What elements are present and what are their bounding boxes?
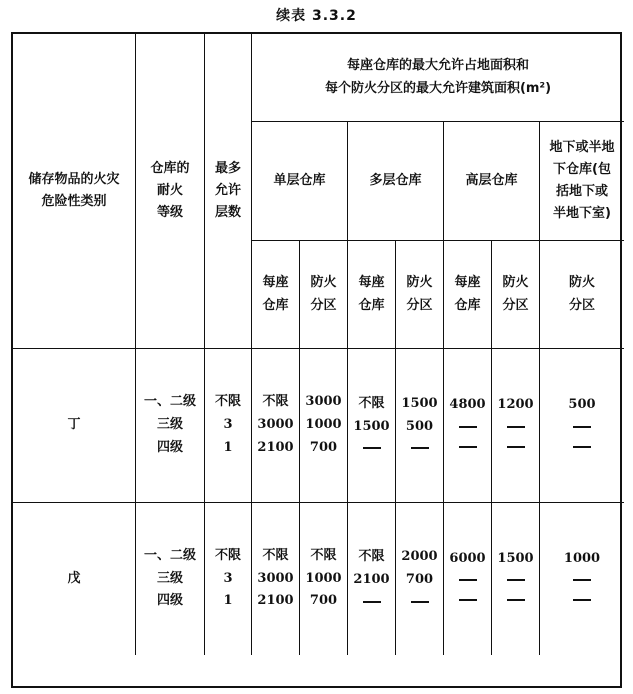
- cell-value: 3000: [257, 570, 294, 586]
- cell-value: 四级: [156, 593, 183, 609]
- cell-value: 不限: [262, 547, 289, 563]
- cell-value: 3: [223, 417, 233, 433]
- cell-value: 1500: [401, 395, 438, 411]
- cell-value: 6000: [449, 550, 486, 566]
- table-cell-category: [13, 503, 136, 655]
- header-sub-line: 仓库: [358, 297, 385, 313]
- table-cell-single-zone: [300, 503, 348, 655]
- category-label: 丁: [67, 417, 81, 433]
- cell-value: 1000: [563, 550, 601, 566]
- table-cell-high-zone: [492, 349, 540, 503]
- table-cell-single-per: [252, 503, 300, 655]
- header-area-line: 每个防火分区的最大允许建筑面积(m²): [324, 80, 552, 96]
- fire-area-table: [11, 32, 622, 688]
- header-area-line: 每座仓库的最大允许占地面积和: [346, 58, 529, 74]
- dash-mark: [507, 599, 525, 601]
- header-grade-line: 耐火: [156, 182, 183, 198]
- header-sub-line: 分区: [406, 297, 433, 313]
- cell-value: 1000: [305, 417, 342, 433]
- header-underground-line: 半地下室): [553, 206, 611, 222]
- dash-mark: [411, 447, 429, 449]
- header-fire-zone: [540, 241, 624, 349]
- dash-mark: [411, 601, 429, 603]
- cell-value: 500: [568, 397, 596, 413]
- table-cell-category: [13, 349, 136, 503]
- header-fire-resistance-grade: [136, 34, 205, 349]
- cell-value: 500: [405, 418, 434, 434]
- header-sub-line: 分区: [502, 297, 529, 313]
- cell-value: 一、二级: [143, 394, 196, 410]
- cell-value: 三级: [156, 417, 183, 433]
- dash-mark: [459, 579, 477, 581]
- header-underground-line: 地下或半地: [549, 139, 615, 155]
- cell-value: 3000: [305, 394, 342, 410]
- cell-value: 700: [309, 439, 338, 455]
- cell-value: 700: [309, 593, 338, 609]
- dash-mark: [573, 579, 591, 581]
- header-grade-line: 等级: [156, 205, 183, 221]
- cell-value: 1000: [305, 570, 342, 586]
- header-category: [13, 34, 136, 349]
- cell-value: 不限: [310, 547, 337, 563]
- table-cell-floors: [205, 503, 252, 655]
- cell-value: 2100: [353, 572, 390, 587]
- cell-value: 1: [223, 593, 233, 609]
- header-category-line: 危险性类别: [41, 194, 107, 209]
- header-max-floors: [205, 34, 252, 349]
- header-grade-line: 仓库的: [150, 160, 190, 176]
- dash-mark: [573, 426, 591, 428]
- table-cell-multi-zone: [396, 349, 444, 503]
- header-sub-line: 仓库: [262, 297, 289, 313]
- cell-value: 一、二级: [143, 547, 196, 563]
- table-cell-high-per: [444, 503, 492, 655]
- header-underground: [540, 122, 624, 241]
- cell-value: 不限: [214, 547, 241, 563]
- cell-value: 1500: [353, 418, 390, 434]
- header-floors-line: 允许: [214, 182, 241, 198]
- dash-mark: [507, 446, 525, 448]
- header-underground-line: 下仓库(包: [553, 161, 611, 177]
- cell-value: 3000: [257, 417, 294, 433]
- table-cell-single-per: [252, 349, 300, 503]
- table-cell-multi-per: [348, 503, 396, 655]
- cell-value: 不限: [358, 549, 385, 565]
- header-fire-zone: [300, 241, 348, 349]
- header-floors-line: 层数: [214, 205, 241, 221]
- cell-value: 不限: [214, 394, 241, 410]
- header-sub-line: 每座: [454, 275, 481, 291]
- table-cell-high-zone: [492, 503, 540, 655]
- cell-value: 不限: [262, 394, 289, 410]
- cell-value: 四级: [156, 439, 183, 455]
- header-sub-line: 防火: [310, 275, 337, 291]
- header-sub-line: 仓库: [454, 297, 481, 313]
- table-title: 续表 3.3.2: [276, 8, 357, 24]
- header-fire-zone: [396, 241, 444, 349]
- table-cell-grades: [136, 503, 205, 655]
- header-high-rise: 高层仓库: [444, 122, 540, 241]
- header-per-warehouse: [444, 241, 492, 349]
- dash-mark: [573, 599, 591, 601]
- table-cell-grades: [136, 349, 205, 503]
- header-per-warehouse: [348, 241, 396, 349]
- cell-value: 1200: [497, 397, 534, 413]
- header-single-storey: 单层仓库: [252, 122, 348, 241]
- header-sub-line: 每座: [262, 275, 289, 291]
- cell-value: 3: [223, 570, 233, 586]
- dash-mark: [507, 426, 525, 428]
- header-floors-line: 最多: [214, 160, 241, 176]
- header-fire-zone: [492, 241, 540, 349]
- header-multi-storey: 多层仓库: [348, 122, 444, 241]
- cell-value: 1500: [497, 550, 534, 566]
- header-sub-line: 防火: [568, 275, 595, 291]
- dash-mark: [573, 446, 591, 448]
- header-sub-line: 分区: [310, 297, 337, 313]
- dash-mark: [459, 426, 477, 428]
- header-area: [252, 34, 624, 122]
- dash-mark: [363, 447, 381, 449]
- cell-value: 2100: [257, 439, 294, 455]
- table-cell-floors: [205, 349, 252, 503]
- table-cell-under-zone: [540, 349, 624, 503]
- cell-value: 2000: [401, 549, 438, 565]
- cell-value: 不限: [358, 395, 385, 411]
- header-sub-line: 每座: [358, 275, 385, 291]
- cell-value: 三级: [156, 570, 183, 586]
- header-sub-line: 防火: [406, 275, 433, 291]
- table-cell-multi-zone: [396, 503, 444, 655]
- header-sub-line: 防火: [502, 275, 529, 291]
- dash-mark: [459, 446, 477, 448]
- category-label: 戊: [67, 570, 81, 586]
- cell-value: 2100: [257, 593, 294, 609]
- header-underground-line: 括地下或: [555, 184, 608, 199]
- table-cell-under-zone: [540, 503, 624, 655]
- cell-value: 1: [223, 439, 233, 455]
- header-sub-line: 分区: [568, 297, 595, 313]
- cell-value: 700: [405, 572, 434, 587]
- header-category-line: 储存物品的火灾: [28, 171, 120, 187]
- table-cell-multi-per: [348, 349, 396, 503]
- dash-mark: [459, 599, 477, 601]
- cell-value: 4800: [449, 397, 486, 413]
- dash-mark: [507, 579, 525, 581]
- table-cell-high-per: [444, 349, 492, 503]
- header-per-warehouse: [252, 241, 300, 349]
- table-cell-single-zone: [300, 349, 348, 503]
- dash-mark: [363, 601, 381, 603]
